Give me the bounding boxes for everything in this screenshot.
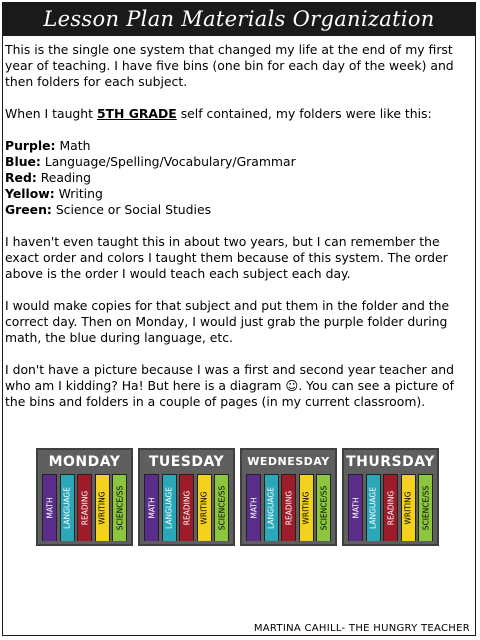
day-bin-thursday (342, 448, 439, 546)
day-bin-tuesday (138, 448, 235, 546)
color-item-purple (5, 138, 90, 153)
bin-day-label: TUESDAY (148, 454, 225, 470)
grade-paragraph (5, 106, 471, 122)
folder-math (348, 474, 363, 541)
color-item-red (5, 170, 91, 185)
folder-label: WRITING (97, 491, 107, 525)
color-name: Yellow: (5, 186, 55, 201)
folder-label: LANGUAGE (266, 487, 276, 529)
bin-day-label: WEDNESDAY (247, 455, 330, 468)
color-name: Green: (5, 202, 52, 217)
folder-sciencess (316, 474, 331, 541)
page-title: Lesson Plan Materials Organization (43, 7, 435, 31)
grade-highlight: 5TH GRADE (96, 106, 177, 121)
day-bin-monday (36, 448, 133, 546)
folder-math (144, 474, 159, 541)
color-subject: Science or Social Studies (51, 202, 212, 217)
color-subject: Language/Spelling/Vocabulary/Grammar (40, 154, 296, 169)
grade-text-after: self contained, my folders were like this: (176, 106, 432, 121)
folder-label: MATH (147, 497, 156, 519)
folder-language (264, 474, 279, 541)
folder-label: READING (284, 490, 293, 526)
color-item-green (5, 202, 211, 217)
folder-language (162, 474, 177, 541)
day-bin-wednesday (240, 448, 337, 546)
color-subject: Math (55, 138, 91, 153)
folder-language (60, 474, 75, 541)
color-name: Purple: (5, 138, 56, 153)
folder-label: SCIENCE/SS (217, 485, 226, 531)
footer-credit: MARTINA CAHILL- THE HUNGRY TEACHER (253, 623, 470, 634)
folder-label: MATH (45, 497, 54, 519)
folder-sciencess (418, 474, 433, 541)
bin-day-label: THURSDAY (346, 454, 435, 470)
body-text (5, 42, 471, 426)
folder-label: SCIENCE/SS (115, 485, 124, 531)
diagram-paragraph: I don't have a picture because I was a first and second year teacher and who am I kidding? Ha! But here is a diagram ☺. You can see a picture of the bins and folders in a couple of pages (in my current classroom). (5, 362, 455, 409)
folder-row (246, 474, 331, 541)
folder-label: READING (386, 490, 395, 526)
folder-writing (401, 474, 416, 541)
folder-label: LANGUAGE (62, 487, 72, 529)
folder-writing (299, 474, 314, 541)
bins-diagram (36, 448, 456, 548)
color-list (5, 138, 471, 218)
grade-text-before: When I taught (5, 106, 97, 121)
folder-label: MATH (249, 497, 258, 519)
folder-label: WRITING (403, 491, 413, 525)
folder-label: WRITING (199, 491, 209, 525)
order-paragraph: I haven't even taught this in about two years, but I can remember the exact order and colors I taught them because of this system. The order above is the order I would teach each subject each day. (5, 234, 448, 281)
title-bar (2, 2, 476, 36)
folder-label: LANGUAGE (164, 487, 174, 529)
folder-label: SCIENCE/SS (319, 485, 328, 531)
intro-paragraph: This is the single one system that changed my life at the end of my first year of teaching. I have five bins (one bin for each day of the week) and then folders for each subject. (5, 42, 454, 89)
folder-sciencess (214, 474, 229, 541)
folder-reading (179, 474, 194, 541)
folder-label: READING (80, 490, 89, 526)
folder-reading (383, 474, 398, 541)
folder-label: LANGUAGE (368, 487, 378, 529)
bin-day-label: MONDAY (48, 454, 121, 470)
folder-row (348, 474, 433, 541)
folder-math (42, 474, 57, 541)
color-subject: Writing (54, 186, 103, 201)
folder-writing (95, 474, 110, 541)
folder-sciencess (112, 474, 127, 541)
folder-row (42, 474, 127, 541)
folder-math (246, 474, 261, 541)
folder-row (144, 474, 229, 541)
copies-paragraph: I would make copies for that subject and put them in the folder and the correct day. Then on Monday, I would just grab the purple folder during math, the blue during language, etc. (5, 298, 450, 345)
folder-label: SCIENCE/SS (421, 485, 430, 531)
color-subject: Reading (36, 170, 92, 185)
color-item-yellow (5, 186, 103, 201)
color-name: Blue: (5, 154, 41, 169)
folder-label: WRITING (301, 491, 311, 525)
color-name: Red: (5, 170, 37, 185)
folder-language (366, 474, 381, 541)
folder-label: READING (182, 490, 191, 526)
folder-reading (281, 474, 296, 541)
folder-reading (77, 474, 92, 541)
folder-writing (197, 474, 212, 541)
color-item-blue (5, 154, 296, 169)
folder-label: MATH (351, 497, 360, 519)
